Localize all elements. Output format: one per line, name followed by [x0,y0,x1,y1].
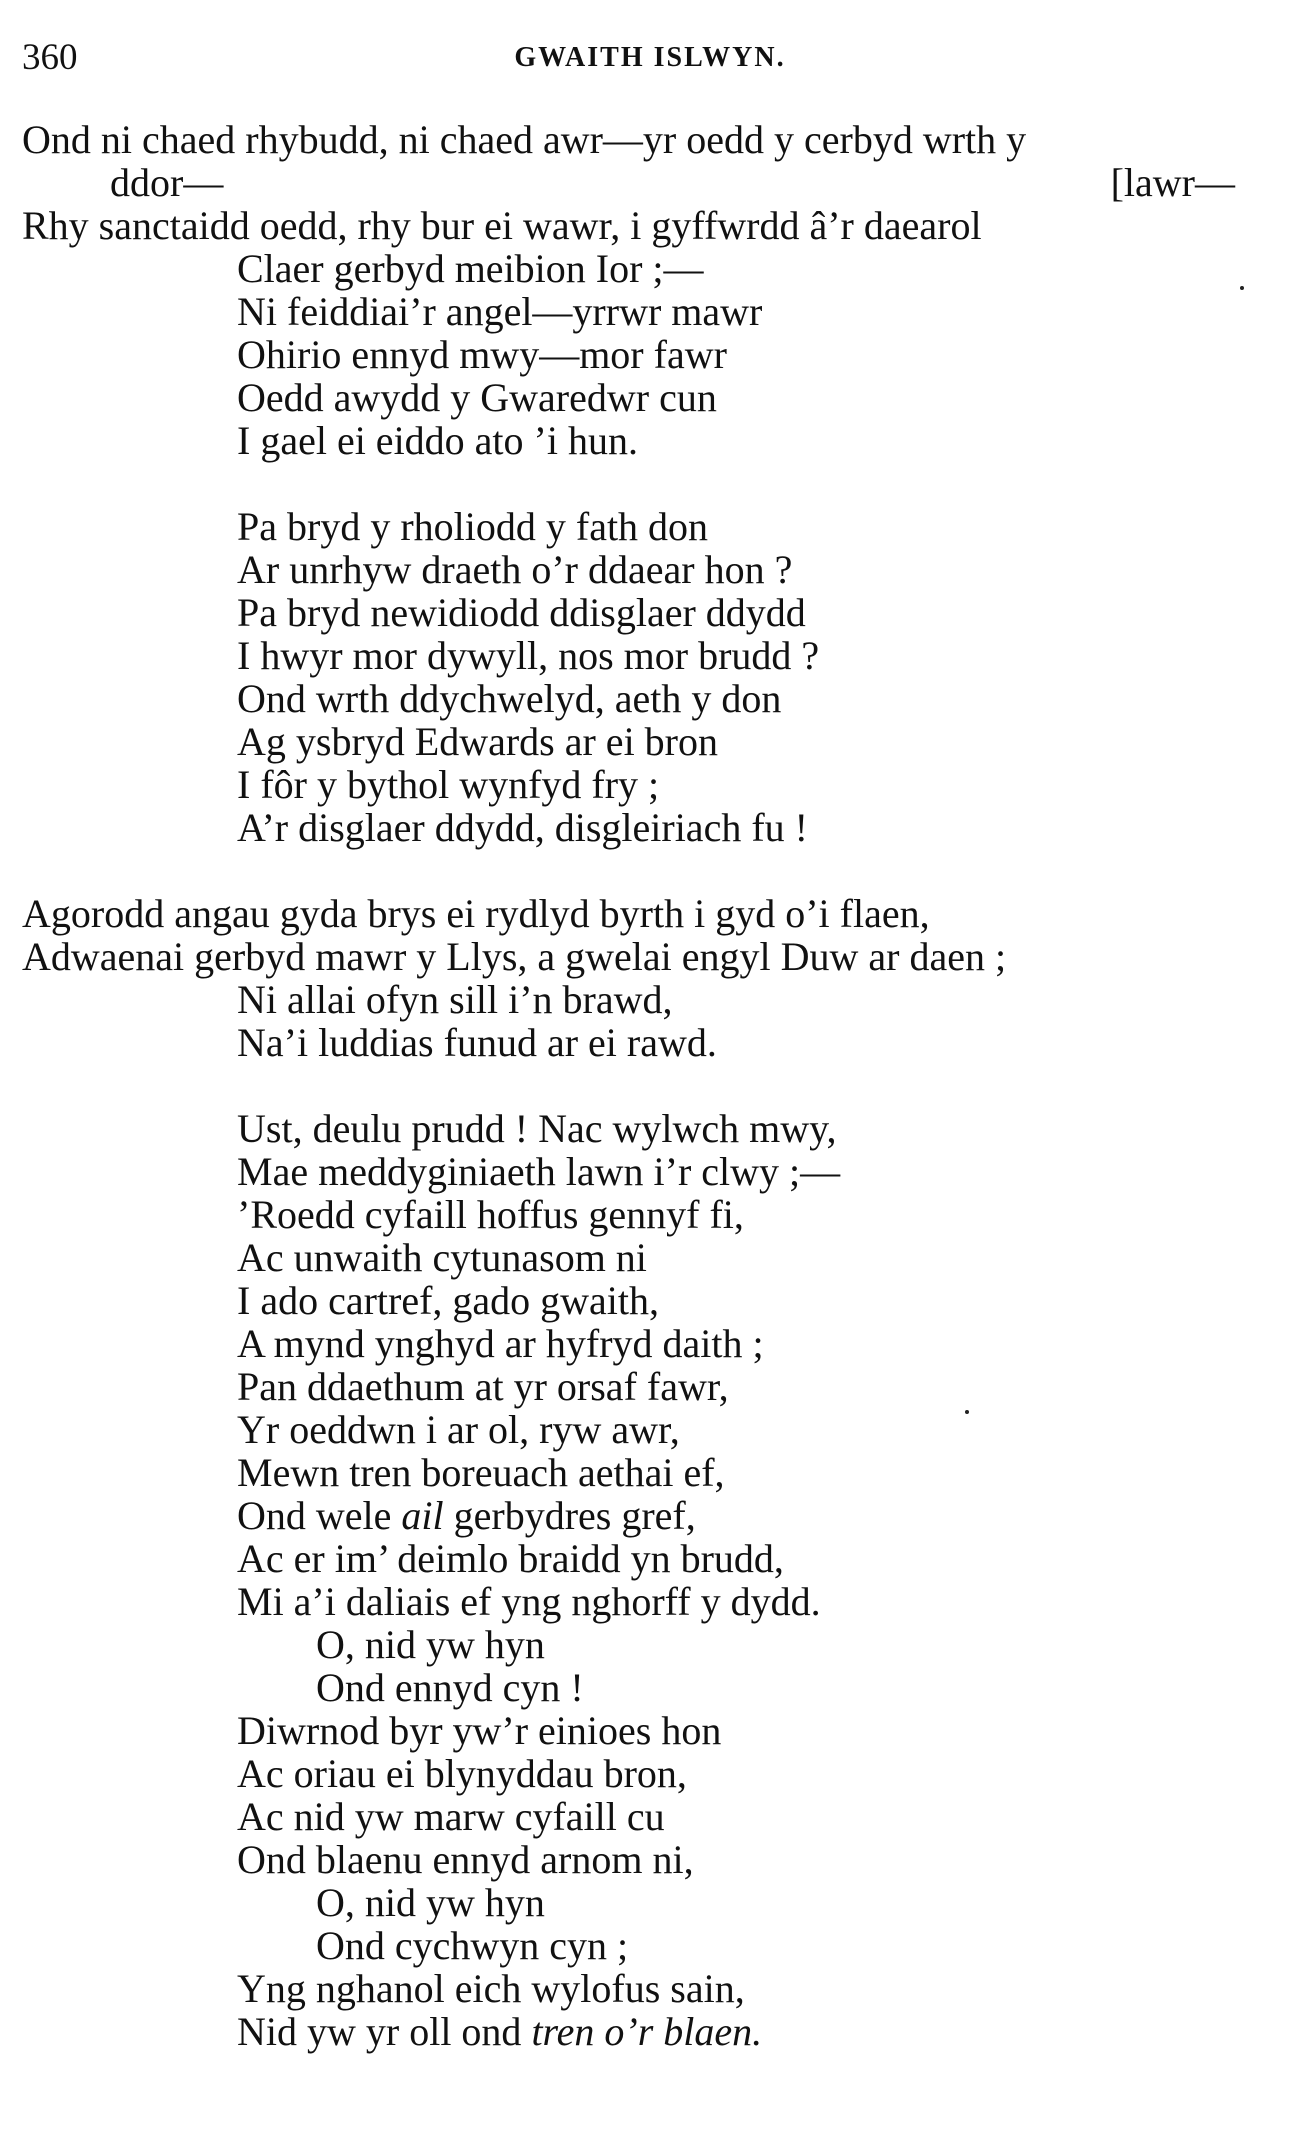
poem-line: Pan ddaethum at yr orsaf fawr, [237,1364,729,1409]
poem-line: I hwyr mor dywyll, nos mor brudd ? [237,633,820,678]
poem-line: A’r disglaer ddydd, disgleiriach fu ! [237,805,808,850]
poem-line: Yr oeddwn i ar ol, ryw awr, [237,1407,680,1452]
poem-line: Ond cychwyn cyn ; [316,1923,629,1968]
poem-line: O, nid yw hyn [316,1622,545,1667]
poem-line: Pa bryd y rholiodd y fath don [237,504,709,549]
poem-line: [lawr— [1110,160,1235,205]
poem-line: A mynd ynghyd ar hyfryd daith ; [237,1321,764,1366]
poem-line: Mae meddyginiaeth lawn i’r clwy ;— [237,1149,841,1194]
poem-line: Mewn tren boreuach aethai ef, [237,1450,725,1495]
poem-line: Ac unwaith cytunasom ni [237,1235,647,1280]
poem-line: Oedd awydd y Gwaredwr cun [237,375,717,420]
poem-line: I ado cartref, gado gwaith, [237,1278,660,1323]
poem-line: Mi a’i daliais ef yng nghorff y dydd. [237,1579,821,1624]
poem-line: I fôr y bythol wynfyd fry ; [237,762,660,807]
italic-word: ail [401,1493,444,1538]
poem-line: Ond ennyd cyn ! [316,1665,584,1710]
poem-line: Ond blaenu ennyd arnom ni, [237,1837,694,1882]
poem-line: Pa bryd newidiodd ddisglaer ddydd [237,590,806,635]
poem-line: I gael ei eiddo ato ’i hun. [237,418,638,463]
poem-line: Ni allai ofyn sill i’n brawd, [237,977,673,1022]
page-header [22,36,1278,76]
poem-line: Agorodd angau gyda brys ei rydlyd byrth i gyd o’i flaen, [22,891,930,936]
poem-line: Ust, deulu prudd ! Nac wylwch mwy, [237,1106,837,1151]
print-speck [1240,286,1244,290]
poem-line [237,1493,696,1538]
poem-line: Ohirio ennyd mwy—mor fawr [237,332,727,377]
italic-phrase: tren o’r blaen. [531,2009,763,2054]
poem-line: Ar unrhyw draeth o’r ddaear hon ? [237,547,793,592]
poem-line: Rhy sanctaidd oedd, rhy bur ei wawr, i gyffwrdd â’r daearol [22,203,982,248]
page-number: 360 [22,37,78,78]
line-text: gerbydres gref, [443,1493,696,1538]
poem-line: Ni feiddiai’r angel—yrrwr mawr [237,289,763,334]
running-title: GWAITH ISLWYN. [514,42,786,73]
poem-line [237,2009,763,2054]
poem-line: Ond ni chaed rhybudd, ni chaed awr—yr oedd y cerbyd wrth y [22,117,1027,162]
poem-line: O, nid yw hyn [316,1880,545,1925]
poem-line: Ac er im’ deimlo braidd yn brudd, [237,1536,784,1581]
poem-line: ’Roedd cyfaill hoffus gennyf fi, [237,1192,744,1237]
poem-line: Adwaenai gerbyd mawr y Llys, a gwelai engyl Duw ar daen ; [22,934,1007,979]
poem-line: Ag ysbryd Edwards ar ei bron [237,719,718,764]
poem-line: Claer gerbyd meibion Ior ;— [237,246,704,291]
poem-line: Ond wrth ddychwelyd, aeth y don [237,676,782,721]
poem-line: Yng nghanol eich wylofus sain, [237,1966,745,2011]
poem-line: ddor— [110,160,224,205]
poem-line: Ac oriau ei blynyddau bron, [237,1751,687,1796]
line-text: Ond wele [237,1493,402,1538]
line-text: Nid yw yr oll ond [237,2009,532,2054]
poem-line: Ac nid yw marw cyfaill cu [237,1794,665,1839]
poem-line: Na’i luddias funud ar ei rawd. [237,1020,717,1065]
poem-line: Diwrnod byr yw’r einioes hon [237,1708,722,1753]
print-speck [965,1410,969,1414]
